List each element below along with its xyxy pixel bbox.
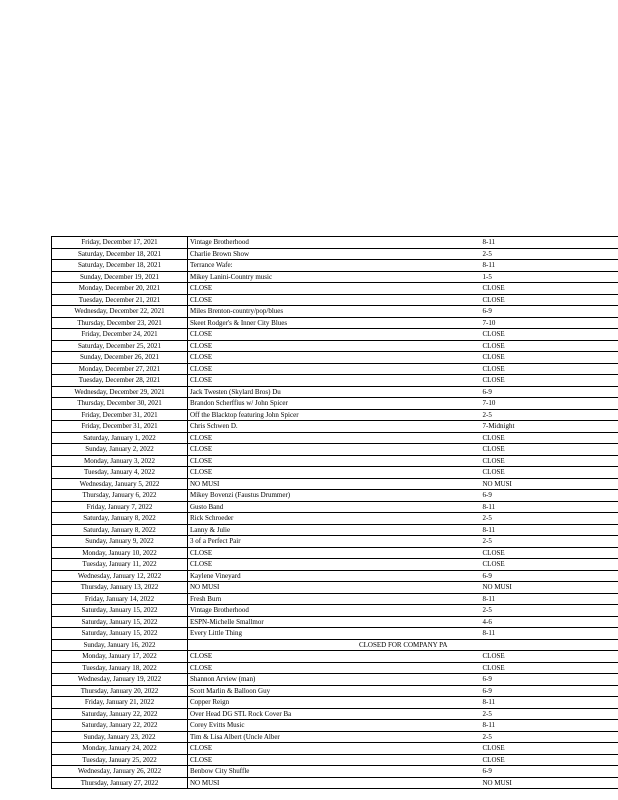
time-cell: CLOSE [431, 559, 618, 571]
table-row [52, 329, 618, 341]
time-cell: CLOSE [431, 547, 618, 559]
time-cell: 1-5 [431, 271, 618, 283]
act-cell: Rick Schroeder [188, 513, 431, 525]
date-cell: Monday, December 20, 2021 [52, 283, 188, 295]
act-cell: Chris Schwen D. [188, 421, 431, 433]
act-cell: Skeet Rodger's & Inner City Blues [188, 317, 431, 329]
time-cell: 7-10 [431, 398, 618, 410]
act-cell: Corey Evitts Music [188, 720, 431, 732]
time-cell: 8-11 [431, 697, 618, 709]
time-cell: 6-9 [431, 386, 618, 398]
act-cell: Mikey Lanini-Country music [188, 271, 431, 283]
act-cell: Shannon Arview (man) [188, 674, 431, 686]
table-row [52, 685, 618, 697]
date-cell: Friday, December 24, 2021 [52, 329, 188, 341]
table-row [52, 593, 618, 605]
table-row [52, 478, 618, 490]
time-cell: 2-5 [431, 731, 618, 743]
table-row [52, 651, 618, 663]
date-cell: Friday, December 31, 2021 [52, 421, 188, 433]
table-row [52, 754, 618, 766]
act-cell: Benbow City Shuffle [188, 766, 431, 778]
table-row [52, 455, 618, 467]
time-cell: 2-5 [431, 409, 618, 421]
date-cell: Saturday, December 18, 2021 [52, 260, 188, 272]
act-cell: CLOSE [188, 455, 431, 467]
table-row [52, 363, 618, 375]
act-cell: Vintage Brotherhood [188, 237, 431, 249]
act-cell: CLOSE [188, 444, 431, 456]
date-cell: Monday, January 17, 2022 [52, 651, 188, 663]
date-cell: Wednesday, January 5, 2022 [52, 478, 188, 490]
music-schedule-table [51, 236, 618, 789]
table-row [52, 570, 618, 582]
time-cell: CLOSE [431, 651, 618, 663]
time-cell: 8-11 [431, 260, 618, 272]
date-cell: Thursday, January 13, 2022 [52, 582, 188, 594]
act-cell: CLOSE [188, 467, 431, 479]
time-cell: CLOSE [431, 363, 618, 375]
date-cell: Tuesday, January 4, 2022 [52, 467, 188, 479]
date-cell: Saturday, January 8, 2022 [52, 513, 188, 525]
time-cell: CLOSE [431, 455, 618, 467]
act-cell: CLOSE [188, 743, 431, 755]
time-cell: CLOSE [431, 375, 618, 387]
table-row [52, 432, 618, 444]
table-row [52, 674, 618, 686]
table-row [52, 524, 618, 536]
table-row [52, 605, 618, 617]
date-cell: Tuesday, January 25, 2022 [52, 754, 188, 766]
act-cell: Miles Brenton-country/pop/blues [188, 306, 431, 318]
act-cell: CLOSE [188, 651, 431, 663]
date-cell: Saturday, January 15, 2022 [52, 616, 188, 628]
date-cell: Saturday, January 15, 2022 [52, 605, 188, 617]
date-cell: Sunday, December 19, 2021 [52, 271, 188, 283]
table-row [52, 490, 618, 502]
act-cell: ESPN-Michelle Smallmor [188, 616, 431, 628]
date-cell: Friday, January 14, 2022 [52, 593, 188, 605]
time-cell: CLOSE [431, 467, 618, 479]
date-cell: Tuesday, January 18, 2022 [52, 662, 188, 674]
table-row [52, 616, 618, 628]
act-cell: NO MUSI [188, 478, 431, 490]
date-cell: Saturday, December 25, 2021 [52, 340, 188, 352]
date-cell: Friday, January 21, 2022 [52, 697, 188, 709]
time-cell: 8-11 [431, 237, 618, 249]
act-cell: NO MUSI [188, 582, 431, 594]
time-cell: 2-5 [431, 708, 618, 720]
date-cell: Friday, December 31, 2021 [52, 409, 188, 421]
time-cell: 6-9 [431, 490, 618, 502]
date-cell: Monday, January 24, 2022 [52, 743, 188, 755]
date-cell: Thursday, December 30, 2021 [52, 398, 188, 410]
date-cell: Wednesday, January 19, 2022 [52, 674, 188, 686]
date-cell: Saturday, December 18, 2021 [52, 248, 188, 260]
time-cell: 6-9 [431, 306, 618, 318]
time-cell: 7-10 [431, 317, 618, 329]
date-cell: Saturday, January 15, 2022 [52, 628, 188, 640]
date-cell: Sunday, January 23, 2022 [52, 731, 188, 743]
date-cell: Monday, December 27, 2021 [52, 363, 188, 375]
time-cell: 6-9 [431, 674, 618, 686]
act-cell: Every Little Thing [188, 628, 431, 640]
date-cell: Monday, January 3, 2022 [52, 455, 188, 467]
act-cell: Off the Blacktop featuring John Spicer [188, 409, 431, 421]
table-row [52, 720, 618, 732]
table-row [52, 352, 618, 364]
table-row [52, 513, 618, 525]
act-cell: CLOSE [188, 340, 431, 352]
act-cell: CLOSE [188, 329, 431, 341]
date-cell: Wednesday, December 22, 2021 [52, 306, 188, 318]
table-row [52, 731, 618, 743]
table-row [52, 306, 618, 318]
time-cell: 2-5 [431, 536, 618, 548]
table-row [52, 547, 618, 559]
table-row [52, 283, 618, 295]
table-row [52, 421, 618, 433]
act-cell: Terrance Wafe: [188, 260, 431, 272]
time-cell: CLOSE [431, 432, 618, 444]
schedule-body [52, 237, 618, 789]
date-cell: Friday, January 7, 2022 [52, 501, 188, 513]
table-row [52, 582, 618, 594]
time-cell: 2-5 [431, 513, 618, 525]
table-row [52, 444, 618, 456]
table-row [52, 237, 618, 249]
act-cell: CLOSE [188, 375, 431, 387]
date-cell: Tuesday, January 11, 2022 [52, 559, 188, 571]
date-cell: Wednesday, December 29, 2021 [52, 386, 188, 398]
table-row [52, 743, 618, 755]
table-row [52, 628, 618, 640]
act-cell: Mikey Bovenzi (Faustus Drummer) [188, 490, 431, 502]
act-cell: CLOSE [188, 547, 431, 559]
date-cell: Thursday, December 23, 2021 [52, 317, 188, 329]
date-cell: Saturday, January 22, 2022 [52, 720, 188, 732]
time-cell: 8-11 [431, 593, 618, 605]
act-cell: Tim & Lisa Albert (Uncle Alber [188, 731, 431, 743]
table-row [52, 639, 618, 651]
act-cell: CLOSE [188, 754, 431, 766]
table-row [52, 294, 618, 306]
act-cell: 3 of a Perfect Pair [188, 536, 431, 548]
table-row [52, 409, 618, 421]
date-cell: Sunday, January 9, 2022 [52, 536, 188, 548]
date-cell: Tuesday, December 21, 2021 [52, 294, 188, 306]
date-cell: Friday, December 17, 2021 [52, 237, 188, 249]
act-cell: CLOSE [188, 559, 431, 571]
date-cell: Saturday, January 1, 2022 [52, 432, 188, 444]
act-cell: Jack Twesten (Skylard Bros) Du [188, 386, 431, 398]
act-cell: CLOSE [188, 432, 431, 444]
time-cell: 8-11 [431, 501, 618, 513]
act-cell: Vintage Brotherhood [188, 605, 431, 617]
table-row [52, 467, 618, 479]
table-row [52, 386, 618, 398]
date-cell: Tuesday, December 28, 2021 [52, 375, 188, 387]
act-cell: CLOSE [188, 283, 431, 295]
act-cell: Scott Marlin & Balloon Guy [188, 685, 431, 697]
time-cell: CLOSE [431, 329, 618, 341]
act-cell: Lanny & Julie [188, 524, 431, 536]
time-cell: CLOSE [431, 340, 618, 352]
table-row [52, 697, 618, 709]
time-cell: 4-6 [431, 616, 618, 628]
table-row [52, 559, 618, 571]
time-cell: 2-5 [431, 605, 618, 617]
time-cell: CLOSE [431, 754, 618, 766]
date-cell: Thursday, January 6, 2022 [52, 490, 188, 502]
table-row [52, 317, 618, 329]
date-cell: Thursday, January 27, 2022 [52, 777, 188, 789]
act-cell: CLOSE [188, 294, 431, 306]
time-cell: NO MUSI [431, 582, 618, 594]
date-cell: Sunday, December 26, 2021 [52, 352, 188, 364]
time-cell: CLOSE [431, 294, 618, 306]
time-cell: CLOSE [431, 444, 618, 456]
date-cell: Sunday, January 16, 2022 [52, 639, 188, 651]
time-cell: CLOSE [431, 352, 618, 364]
act-cell: Copper Reign [188, 697, 431, 709]
date-cell: Sunday, January 2, 2022 [52, 444, 188, 456]
table-row [52, 248, 618, 260]
act-cell: Fresh Burn [188, 593, 431, 605]
table-row [52, 501, 618, 513]
act-cell: NO MUSI [188, 777, 431, 789]
time-cell: 8-11 [431, 628, 618, 640]
date-cell: Saturday, January 8, 2022 [52, 524, 188, 536]
table-row [52, 766, 618, 778]
time-cell: 6-9 [431, 766, 618, 778]
time-cell: 6-9 [431, 685, 618, 697]
act-cell: Gusto Band [188, 501, 431, 513]
time-cell: 7-Midnight [431, 421, 618, 433]
time-cell: 6-9 [431, 570, 618, 582]
table-row [52, 340, 618, 352]
time-cell: NO MUSI [431, 478, 618, 490]
act-cell: CLOSE [188, 662, 431, 674]
date-cell: Saturday, January 22, 2022 [52, 708, 188, 720]
closed-notice-cell: CLOSED FOR COMPANY PA [188, 639, 618, 651]
act-cell: Over Head DG STL Rock Cover Ba [188, 708, 431, 720]
table-row [52, 260, 618, 272]
time-cell: NO MUSI [431, 777, 618, 789]
time-cell: 8-11 [431, 524, 618, 536]
time-cell: CLOSE [431, 662, 618, 674]
table-row [52, 708, 618, 720]
time-cell: 2-5 [431, 248, 618, 260]
date-cell: Thursday, January 20, 2022 [52, 685, 188, 697]
act-cell: CLOSE [188, 363, 431, 375]
table-row [52, 777, 618, 789]
table-row [52, 398, 618, 410]
time-cell: CLOSE [431, 743, 618, 755]
date-cell: Monday, January 10, 2022 [52, 547, 188, 559]
table-row [52, 375, 618, 387]
table-row [52, 271, 618, 283]
table-row [52, 662, 618, 674]
act-cell: Kaylene Vineyard [188, 570, 431, 582]
date-cell: Wednesday, January 26, 2022 [52, 766, 188, 778]
table-row [52, 536, 618, 548]
date-cell: Wednesday, January 12, 2022 [52, 570, 188, 582]
act-cell: Charlie Brown Show [188, 248, 431, 260]
time-cell: CLOSE [431, 283, 618, 295]
time-cell: 8-11 [431, 720, 618, 732]
act-cell: Brandon Scherffius w/ John Spicer [188, 398, 431, 410]
act-cell: CLOSE [188, 352, 431, 364]
